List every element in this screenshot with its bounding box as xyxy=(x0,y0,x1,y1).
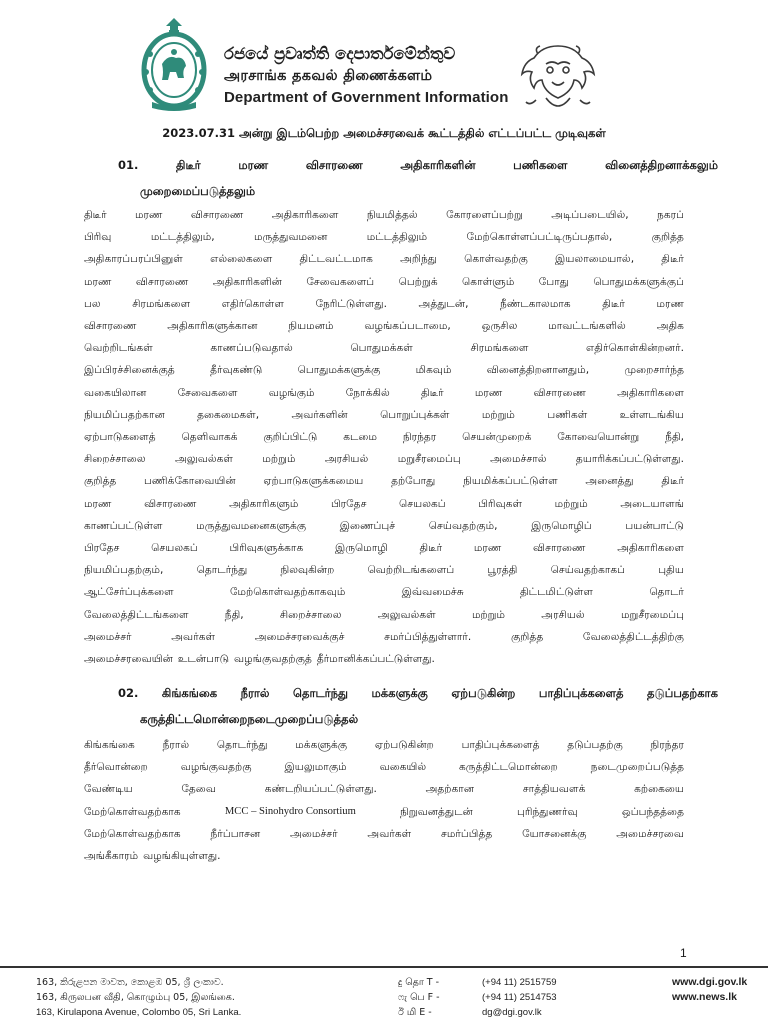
paragraph-word: மேற்கொள்வதற்காக xyxy=(84,827,181,840)
heading-word: திடீர் xyxy=(176,158,201,172)
paragraph-word: கண்டறியப்பட்டுள்ளது. xyxy=(264,783,377,796)
paragraph-line xyxy=(84,337,684,359)
paragraph-word: தொடர்ந்து xyxy=(216,739,268,751)
paragraph-line xyxy=(84,248,684,270)
paragraph-word: நிலவுகின்ற xyxy=(280,564,335,577)
paragraph-word: விசாரணை xyxy=(533,386,586,399)
paragraph-word: மற்றும் xyxy=(262,453,296,466)
website-link-dgi[interactable]: www.dgi.gov.lk xyxy=(672,976,748,988)
paragraph-line xyxy=(84,448,684,470)
paragraph-word: அதிகாரிகளை xyxy=(617,542,684,555)
paragraph-word: குறித்த xyxy=(84,475,117,488)
paragraph-word: குறித்த xyxy=(651,231,684,244)
paragraph-word: நடைமுறைப்படுத்த xyxy=(590,761,684,774)
paragraph-word: தொடர் xyxy=(649,586,684,599)
paragraph-word: செயலகப் xyxy=(151,542,198,555)
section-2-heading xyxy=(118,680,718,732)
paragraph-word: தீர்மானிக்கப்பட்டுள்ளது. xyxy=(316,653,435,666)
paragraph-word: விசாரணை xyxy=(533,542,586,555)
paragraph-word: பொறுப்புக்கள் xyxy=(380,408,450,421)
paragraph-word: தயாரிக்கப்பட்டுள்ளது. xyxy=(575,453,684,466)
paragraph-word: அதிகாரிகளும் xyxy=(229,497,299,510)
paragraph-word: அதிகாரிகளின் xyxy=(212,275,282,288)
paragraph-line xyxy=(84,801,684,823)
paragraph-word: அரசியல் xyxy=(324,453,369,466)
paragraph-word: உடன்பாடு xyxy=(177,653,230,666)
paragraph-word: விசாரணை xyxy=(190,209,244,221)
heading-word: அதிகாரிகளின் xyxy=(400,158,476,172)
paragraph-word: அமைச்சரவையின் xyxy=(84,653,173,666)
paragraph-word: அவர்கள் xyxy=(367,827,412,840)
paragraph-word: அவர்களின் xyxy=(291,408,348,421)
paragraph-word: வழங்குவதற்கு xyxy=(180,761,252,774)
lion-ornament-icon xyxy=(516,40,600,116)
paragraph-word: திடீர் xyxy=(602,297,625,310)
heading-word: பணிகளை xyxy=(513,158,568,172)
contact-fax xyxy=(398,990,557,1005)
paragraph-word: கொள்ளும் xyxy=(462,275,515,288)
paragraph-word: காணப்படுவதால் xyxy=(210,342,293,355)
paragraph-word: அறிந்து xyxy=(400,253,437,266)
heading-word: மக்களுக்கு xyxy=(371,686,428,700)
paragraph-word: செயன்முறைக் xyxy=(462,431,532,444)
paragraph-word: இணைப்புச் xyxy=(339,519,396,532)
paragraph-word: கருத்திட்டமொன்றை xyxy=(459,761,558,774)
paragraph-word: நியமிக்கப்பட்டுள்ள xyxy=(463,475,558,488)
paragraph-word: திட்டவட்டமாக xyxy=(299,253,373,266)
paragraph-line xyxy=(84,581,684,603)
paragraph-line xyxy=(84,515,684,537)
paragraph-word: மற்றும் xyxy=(471,608,506,621)
paragraph-word: கற்கையை xyxy=(634,783,684,796)
paragraph-word: பிரதேச xyxy=(331,497,367,510)
paragraph-word: எதிர்கொள்ள xyxy=(221,297,284,310)
paragraph-word: நீதி, xyxy=(665,431,684,444)
paragraph-word: வேலைத்திட்டங்களை xyxy=(84,608,189,621)
address-english: 163, Kirulapona Avenue, Colombo 05, Sri Lanka. xyxy=(36,1007,242,1018)
paragraph-line xyxy=(84,404,684,426)
paragraph-word: வினைத்திறனானதும், xyxy=(486,364,590,377)
paragraph-word: ஏற்படுகின்ற xyxy=(374,739,434,751)
paragraph-line xyxy=(84,648,684,670)
paragraph-word: மறுசீரமைப்பு xyxy=(397,453,461,466)
section-1-paragraph xyxy=(84,204,684,670)
paragraph-word: அமைச்சர் xyxy=(84,630,132,643)
paragraph-word: மட்டத்திலும், xyxy=(150,231,215,244)
paragraph-line xyxy=(84,204,684,226)
paragraph-line xyxy=(84,493,684,515)
paragraph-word: வெற்றிடங்களைப் xyxy=(367,564,455,577)
paragraph-word: பணிகள் xyxy=(547,408,588,421)
paragraph-word: மரண xyxy=(473,542,502,555)
paragraph-word: மரண xyxy=(474,386,503,399)
paragraph-word: மரண xyxy=(84,497,112,510)
paragraph-word: வழங்குவதற்குத் xyxy=(234,653,312,666)
page-number: 1 xyxy=(680,946,687,960)
fax-label: ෆැ பெ F - xyxy=(398,992,440,1003)
contact-email xyxy=(398,1005,557,1020)
paragraph-word: இருமொழி xyxy=(334,542,388,555)
paragraph-line xyxy=(84,845,684,867)
paragraph-line xyxy=(84,359,684,381)
paragraph-word: மேற்கொள்வதற்காகவும் xyxy=(230,586,346,599)
paragraph-word: உள்ளடங்கிய xyxy=(619,408,684,421)
paragraph-word: மாவட்டங்களில் xyxy=(548,320,626,333)
paragraph-word: இப்பிரச்சினைக்குத் xyxy=(84,364,175,377)
paragraph-word: வேண்டிய xyxy=(84,783,133,796)
paragraph-word: நீதி, xyxy=(224,608,244,621)
paragraph-word: பிரிவு xyxy=(84,231,112,244)
paragraph-word: வேலைத்திட்டத்திற்கு xyxy=(582,630,684,643)
paragraph-word: சேவைகளைப் xyxy=(306,275,375,288)
department-name-tamil: அரசாங்க தகவல் திணைக்களம் xyxy=(224,68,433,84)
paragraph-word: நியமித்தல் xyxy=(366,209,418,221)
paragraph-word: எல்லைகளை xyxy=(210,253,273,266)
paragraph-word: திடீர் xyxy=(661,475,684,488)
paragraph-word: செய்வதற்கும், xyxy=(428,519,498,532)
section-1-heading xyxy=(118,152,718,204)
paragraph-word: இருமொழிப் xyxy=(531,519,592,532)
paragraph-word: அதிக xyxy=(656,320,684,333)
paragraph-line xyxy=(84,604,684,626)
paragraph-word: பயன்பாட்டு xyxy=(625,519,684,532)
heading-word: விசாரணை xyxy=(305,158,363,172)
paragraph-word: பூரத்தி xyxy=(487,564,518,577)
paragraph-word: ஒருசில xyxy=(481,320,518,333)
heading-word: கருத்திட்டமொன்றை xyxy=(140,712,248,726)
paragraph-line xyxy=(84,470,684,492)
paragraph-word: திடீர் xyxy=(419,542,443,555)
paragraph-word: நோக்கில் xyxy=(345,386,390,399)
paragraph-word: நீர்ப்பாசன xyxy=(210,827,261,840)
heading-line xyxy=(118,152,718,178)
paragraph-word: பிரிவுகளுக்காக xyxy=(229,542,304,555)
paragraph-line xyxy=(84,293,684,315)
paragraph-word: திடீர் xyxy=(421,386,444,399)
paragraph-word: கிங்கங்கை xyxy=(84,739,135,751)
paragraph-word: வழங்கும் xyxy=(268,386,315,399)
paragraph-word: வழங்கியுள்ளது. xyxy=(143,850,221,863)
footer-address xyxy=(36,975,241,1020)
paragraph-word: தொடர்ந்து xyxy=(196,564,248,577)
paragraph-line xyxy=(84,271,684,293)
paragraph-word: மரண xyxy=(84,275,112,288)
paragraph-word: பல xyxy=(84,297,101,310)
heading-word: தொடர்ந்து xyxy=(293,686,348,700)
paragraph-word: மிகவும் xyxy=(415,364,452,377)
paragraph-word: அத்துடன், xyxy=(418,297,469,310)
paragraph-word: சேவைகளை xyxy=(177,386,238,399)
heading-line xyxy=(118,178,718,204)
paragraph-word: மரண xyxy=(135,209,163,221)
paragraph-word: சிறைச்சாலை xyxy=(84,453,146,466)
email-label: ඊ மி E - xyxy=(398,1007,432,1018)
paragraph-word: பெற்றுக் xyxy=(398,275,438,288)
document-header xyxy=(0,0,768,122)
paragraph-word: காணப்பட்டுள்ள xyxy=(84,519,163,532)
heading-word: 02. xyxy=(118,686,139,700)
paragraph-word: நீரால் xyxy=(162,739,190,751)
paragraph-word: நிறுவனத்துடன் xyxy=(400,805,473,818)
heading-word: 01. xyxy=(118,158,139,172)
paragraph-word: விசாரணை xyxy=(144,497,197,510)
paragraph-word: நியமனம் xyxy=(288,320,334,333)
paragraph-word: முறைசார்ந்த xyxy=(624,364,684,377)
paragraph-word: அமைச்சரவைக்குச் xyxy=(254,630,345,643)
paragraph-word: பொதுமக்களுக்குப் xyxy=(593,275,684,288)
paragraph-word: வகையிலான xyxy=(84,386,147,399)
paragraph-line xyxy=(84,226,684,248)
document-title: 2023.07.31 அன்று இடம்பெற்ற அமைச்சரவைக் கூட்டத்தில் எட்டப்பட்ட முடிவுகள் xyxy=(162,126,606,140)
heading-word: ஏற்படுகின்ற xyxy=(451,686,516,700)
paragraph-word: பிரதேச xyxy=(84,542,120,555)
footer-contacts xyxy=(398,975,557,1020)
heading-line xyxy=(118,706,718,732)
paragraph-word: செய்வதற்காகப் xyxy=(550,564,626,577)
paragraph-word: பிரிவுகள் xyxy=(478,497,523,510)
paragraph-word: திடீர் xyxy=(661,253,684,266)
heading-word: முறைமைப்படுத்தலும் xyxy=(140,184,256,198)
paragraph-line xyxy=(84,778,684,800)
paragraph-word: மேற்கொள்வதற்காக xyxy=(84,805,181,818)
paragraph-word: ஆட்சேர்ப்புக்களை xyxy=(84,586,174,599)
paragraph-word: திடீர் xyxy=(84,209,107,221)
heading-word: கிங்கங்கை xyxy=(161,686,218,700)
paragraph-word: நீண்டகாலமாக xyxy=(500,297,571,310)
footer-divider xyxy=(0,966,768,968)
paragraph-word: குறிப்பிட்டு xyxy=(263,431,318,444)
paragraph-word: அங்கீகாரம் xyxy=(84,850,139,863)
paragraph-line xyxy=(84,734,684,756)
paragraph-word: கடமை xyxy=(343,431,377,444)
fax-value: (+94 11) 2514753 xyxy=(482,992,557,1003)
department-name-english: Department of Government Information xyxy=(224,89,509,106)
paragraph-line xyxy=(84,315,684,337)
paragraph-word: MCC – Sinohydro Consortium xyxy=(224,805,356,817)
paragraph-word: அடிப்படையில், xyxy=(551,209,629,221)
heading-word: மரண xyxy=(238,158,269,172)
paragraph-word: மேற்கொள்ளப்பட்டிருப்பதால், xyxy=(466,231,613,244)
paragraph-word: மற்றும் xyxy=(554,497,588,510)
paragraph-word: எதிர்கொள்கின்றனர். xyxy=(586,342,684,355)
paragraph-line xyxy=(84,823,684,845)
paragraph-word: அமைச்சர் xyxy=(290,827,338,840)
contact-telephone xyxy=(398,975,557,990)
paragraph-word: மற்றும் xyxy=(481,408,515,421)
paragraph-word: வெற்றிடங்கள் xyxy=(84,342,153,355)
paragraph-word: சமர்ப்பித்த xyxy=(441,827,493,840)
address-sinhala: 163, කිරුළපන මාවත, කොළඹ 05, ශ්‍රී ලංකාව. xyxy=(36,977,224,988)
paragraph-line xyxy=(84,559,684,581)
paragraph-word: நிரந்தர xyxy=(402,431,437,444)
paragraph-word: அதிகாரிகளை xyxy=(617,386,684,399)
heading-word: வினைத்திறனாக்கலும் xyxy=(605,158,718,172)
paragraph-word: கோரளைப்பற்று xyxy=(446,209,523,221)
paragraph-word: மரண xyxy=(656,297,684,310)
paragraph-word: நிரந்தர xyxy=(650,739,684,751)
paragraph-word: அடையாளங் xyxy=(620,497,684,510)
paragraph-word: சமர்ப்பித்துள்ளார். xyxy=(384,630,472,643)
paragraph-word: தடுப்பதற்கு xyxy=(567,739,623,751)
paragraph-word: யோசனைக்கு xyxy=(522,827,587,840)
paragraph-word: குறித்த xyxy=(510,630,544,643)
paragraph-word: ஏற்பாடுகளைத் xyxy=(84,431,156,444)
paragraph-word: சிரமங்களை xyxy=(132,297,191,310)
paragraph-line xyxy=(84,756,684,778)
paragraph-word: விசாரணை xyxy=(84,320,137,333)
paragraph-word: இயலுமாகும் xyxy=(284,761,347,774)
paragraph-word: பணிக்கோவையின் xyxy=(144,475,236,488)
department-name-sinhala: රජයේ ප්‍රවෘත්ති දෙපාර්තමේන්තුව xyxy=(224,44,456,63)
paragraph-word: சிறைச்சாலை xyxy=(279,608,342,621)
paragraph-word: அதிகாரிகளுக்கான xyxy=(167,320,258,333)
paragraph-word: பொதுமக்களுக்கு xyxy=(297,364,381,377)
paragraph-word: தகைமைகள், xyxy=(197,408,260,421)
paragraph-word: அலுவல்கள் xyxy=(175,453,233,466)
heading-word: பாதிப்புக்களைத் xyxy=(538,686,624,700)
department-name-block xyxy=(224,43,514,109)
paragraph-word: தெளிவாகக் xyxy=(181,431,238,444)
footer-websites xyxy=(672,975,747,1005)
paragraph-line xyxy=(84,626,684,648)
paragraph-word: அமைச்சால் xyxy=(490,453,547,466)
paragraph-word: இயலாமையால், xyxy=(555,253,635,266)
website-link-news[interactable]: www.news.lk xyxy=(672,991,737,1003)
paragraph-word: போது xyxy=(538,275,569,288)
paragraph-word: நியமிப்பதற்கான xyxy=(84,408,165,421)
paragraph-word: கோவையொன்று xyxy=(557,431,640,444)
paragraph-word: ஏற்பாடுகளுக்கமைய xyxy=(263,475,364,488)
paragraph-word: சாத்தியவளக் xyxy=(522,783,586,796)
paragraph-word: சிரமங்களை xyxy=(470,342,529,355)
paragraph-word: நேரிட்டுள்ளது. xyxy=(315,297,387,310)
heading-word: நடைமுறைப்படுத்தல் xyxy=(247,712,359,726)
paragraph-word: அலுவல்கள் xyxy=(377,608,436,621)
paragraph-word: செயலகப் xyxy=(399,497,446,510)
paragraph-word: ஒப்பந்தத்தை xyxy=(621,805,684,818)
paragraph-word: பாதிப்புக்களைத் xyxy=(461,739,540,751)
paragraph-word: மறுசீரமைப்பு xyxy=(620,608,684,621)
email-link[interactable]: dg@dgi.gov.lk xyxy=(482,1007,542,1018)
paragraph-word: நியமிப்பதற்கும், xyxy=(84,564,164,577)
paragraph-word: அதிகாரப்பரப்பினுள் xyxy=(84,253,183,266)
paragraph-word: அமைச்சரவை xyxy=(616,827,684,840)
paragraph-word: புரிந்துணர்வு xyxy=(517,805,578,818)
section-2-paragraph xyxy=(84,734,684,867)
paragraph-word: மருத்துவமனை xyxy=(253,231,328,244)
paragraph-word: மக்களுக்கு xyxy=(295,739,348,751)
paragraph-word: தீர்வொன்றை xyxy=(84,761,148,774)
paragraph-word: வழங்கப்படாமை, xyxy=(364,320,451,333)
paragraph-line xyxy=(84,537,684,559)
paragraph-word: வகையில் xyxy=(379,761,427,774)
paragraph-word: புதிய xyxy=(658,564,684,577)
paragraph-word: திட்டமிட்டுள்ள xyxy=(519,586,593,599)
paragraph-word: தற்போது xyxy=(391,475,436,488)
paragraph-line xyxy=(84,382,684,404)
paragraph-word: அனைத்து xyxy=(585,475,634,488)
paragraph-word: நகரப் xyxy=(657,209,684,221)
paragraph-word: அவர்கள் xyxy=(171,630,216,643)
sri-lanka-emblem-icon xyxy=(138,14,210,114)
heading-word: தடுப்பதற்காக xyxy=(647,686,718,700)
heading-word: நீரால் xyxy=(240,686,270,700)
paragraph-word: இவ்வமைச்சு xyxy=(401,586,464,599)
paragraph-word: மருத்துவமனைகளுக்கு xyxy=(196,519,307,532)
telephone-value: (+94 11) 2515759 xyxy=(482,977,557,988)
address-tamil: 163, கிருலபன வீதி, கொழும்பு 05, இலங்கை. xyxy=(36,992,235,1003)
paragraph-word: அரசியல் xyxy=(541,608,585,621)
paragraph-word: அதிகாரிகளை xyxy=(271,209,339,221)
telephone-label: දු தொ T - xyxy=(398,977,440,988)
heading-line xyxy=(118,680,718,706)
paragraph-word: அதற்கான xyxy=(425,783,475,796)
paragraph-word: விசாரணை xyxy=(135,275,189,288)
paragraph-word: தீர்வுகண்டு xyxy=(210,364,263,377)
paragraph-word: மட்டத்திலும் xyxy=(366,231,428,244)
paragraph-line xyxy=(84,426,684,448)
paragraph-word: தேவை xyxy=(181,783,216,796)
paragraph-word: பொதுமக்கள் xyxy=(350,342,413,355)
paragraph-word: கொள்வதற்கு xyxy=(464,253,528,266)
